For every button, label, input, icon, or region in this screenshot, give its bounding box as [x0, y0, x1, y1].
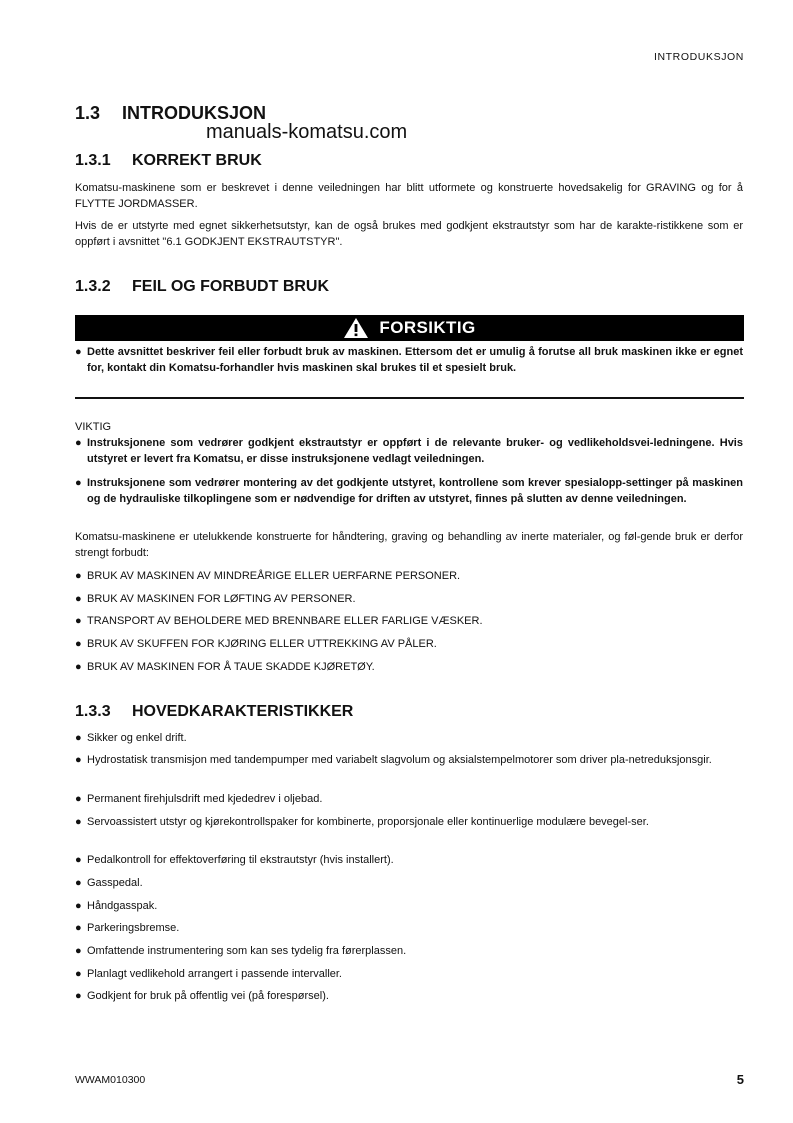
feature-item-text: Permanent firehjulsdrift med kjededrev i oljebad. — [87, 793, 323, 805]
bullet-icon: ● — [75, 968, 82, 980]
page-number: 5 — [736, 1072, 744, 1087]
feature-item — [75, 876, 743, 892]
section-number: 1.3 — [75, 103, 101, 123]
warning-triangle-icon — [343, 317, 369, 339]
feature-item-text: Håndgasspak. — [87, 900, 158, 912]
bullet-icon: ● — [75, 945, 82, 957]
feature-item — [75, 944, 743, 960]
bullet-icon: ● — [75, 900, 82, 912]
bullet-icon: ● — [75, 615, 82, 627]
feature-item-text: Planlagt vedlikehold arrangert i passende intervaller. — [87, 968, 342, 980]
document-code: WWAM010300 — [75, 1074, 146, 1086]
bullet-icon: ● — [75, 661, 82, 673]
caution-banner — [75, 315, 744, 341]
feature-item — [75, 815, 743, 831]
subsection-title: KORREKT BRUK — [132, 152, 262, 169]
bullet-icon: ● — [75, 816, 82, 828]
forbidden-item — [75, 660, 743, 676]
forbidden-item — [75, 592, 743, 608]
subsection-number: 1.3.1 — [75, 152, 111, 169]
feature-item — [75, 899, 743, 915]
section-title: INTRODUKSJON — [122, 103, 267, 123]
bullet-icon: ● — [75, 990, 82, 1002]
important-item — [75, 436, 743, 467]
bullet-icon: ● — [75, 437, 82, 449]
feature-item — [75, 989, 743, 1005]
caution-label: FORSIKTIG — [379, 318, 476, 337]
feature-item-text: Pedalkontroll for effektoverføring til ekstrautstyr (hvis installert). — [87, 854, 394, 866]
bullet-icon: ● — [75, 570, 82, 582]
important-item-text: Instruksjonene som vedrører montering av det godkjente utstyret, kontrollene som krever spesialopp-settinger på maskinen og de hydrauliske tilkoplingene som er nødvendige for driften av utstyret, finnes på slutten av denne veiledningen. — [87, 477, 743, 505]
forbidden-item-text: BRUK AV MASKINEN FOR Å TAUE SKADDE KJØRETØY. — [87, 661, 375, 673]
feature-item-text: Sikker og enkel drift. — [87, 732, 187, 744]
forbidden-item-text: TRANSPORT AV BEHOLDERE MED BRENNBARE ELLER FARLIGE VÆSKER. — [87, 615, 483, 627]
feature-item-text: Godkjent for bruk på offentlig vei (på forespørsel). — [87, 990, 329, 1002]
bullet-icon: ● — [75, 732, 82, 744]
bullet-icon: ● — [75, 877, 82, 889]
subsection-heading-1-3-3 — [75, 703, 353, 721]
bullet-icon: ● — [75, 854, 82, 866]
bullet-icon: ● — [75, 793, 82, 805]
subsection-title: HOVEDKARAKTERISTIKKER — [132, 703, 354, 720]
feature-item — [75, 753, 743, 769]
bullet-icon: ● — [75, 593, 82, 605]
forbidden-item-text: BRUK AV MASKINEN FOR LØFTING AV PERSONER. — [87, 593, 356, 605]
feature-item — [75, 967, 743, 983]
paragraph-correct-use-2: Hvis de er utstyrte med egnet sikkerhetsutstyr, kan de også brukes med godkjent ekstrautstyr som har de karakte-ristikkene som er oppført i avsnittet "6.1 GODKJENT EKSTRAUTSTYR". — [75, 220, 743, 248]
running-header: INTRODUKSJON — [653, 51, 744, 63]
feature-item — [75, 731, 743, 747]
bullet-icon: ● — [75, 638, 82, 650]
feature-item — [75, 921, 743, 937]
bullet-icon: ● — [75, 477, 82, 489]
paragraph-forbidden-intro: Komatsu-maskinene er utelukkende konstruerte for håndtering, graving og behandling av inerte materialer, og føl-gende bruk er derfor strengt forbudt: — [75, 531, 743, 559]
feature-item-text: Omfattende instrumentering som kan ses tydelig fra førerplassen. — [87, 945, 407, 957]
important-item-text: Instruksjonene som vedrører godkjent ekstrautstyr er oppført i de relevante bruker- og vedlikeholdsvei-ledningene. Hvis utstyret er levert fra Komatsu, er disse instruksjonene vedlagt veiledningen. — [87, 437, 743, 465]
watermark-text: manuals-komatsu.com — [206, 121, 408, 143]
feature-item-text: Parkeringsbremse. — [87, 922, 180, 934]
forbidden-item-text: BRUK AV SKUFFEN FOR KJØRING ELLER UTTREKKING AV PÅLER. — [87, 638, 437, 650]
bullet-icon: ● — [75, 922, 82, 934]
forbidden-item — [75, 614, 743, 630]
feature-item — [75, 792, 743, 808]
subsection-heading-1-3-2 — [75, 278, 329, 296]
caution-text: Dette avsnittet beskriver feil eller forbudt bruk av maskinen. Ettersom det er umulig å forutse all bruk maskinen ikke er egnet for, kontakt din Komatsu-forhandler hvis maskinen skal brukes til et spesielt bruk. — [87, 346, 743, 374]
bullet-icon: ● — [75, 754, 82, 766]
caution-item — [75, 345, 743, 376]
subsection-title: FEIL OG FORBUDT BRUK — [132, 278, 330, 295]
bullet-icon: ● — [75, 346, 82, 358]
important-item — [75, 476, 743, 507]
feature-item-text: Hydrostatisk transmisjon med tandempumper med variabelt slagvolum og aksialstempelmotorer som driver pla-netreduksjonsgir. — [87, 754, 712, 766]
feature-item — [75, 853, 743, 869]
important-label: VIKTIG — [75, 421, 112, 433]
caution-divider — [75, 397, 744, 399]
subsection-number: 1.3.3 — [75, 703, 111, 720]
subsection-number: 1.3.2 — [75, 278, 111, 295]
subsection-heading-1-3-1 — [75, 152, 262, 170]
feature-item-text: Gasspedal. — [87, 877, 143, 889]
forbidden-item — [75, 569, 743, 585]
forbidden-item-text: BRUK AV MASKINEN AV MINDREÅRIGE ELLER UERFARNE PERSONER. — [87, 570, 461, 582]
feature-item-text: Servoassistert utstyr og kjørekontrollspaker for kombinerte, proporsjonale eller kontinuerlige modulære bevegel-ser. — [87, 816, 649, 828]
forbidden-item — [75, 637, 743, 653]
paragraph-correct-use-1: Komatsu-maskinene som er beskrevet i denne veiledningen har blitt utformete og konstruerte hovedsakelig for GRAVING og for å FLYTTE JORDMASSER. — [75, 182, 743, 210]
